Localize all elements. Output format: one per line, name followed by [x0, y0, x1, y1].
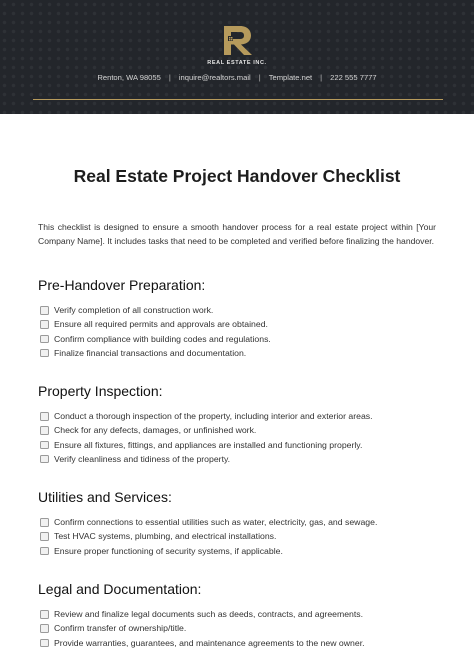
checklist	[38, 515, 438, 558]
checklist-item	[38, 544, 438, 558]
checkbox[interactable]	[40, 639, 49, 648]
separator: |	[258, 73, 261, 82]
checklist	[38, 409, 438, 466]
separator: |	[168, 73, 171, 82]
checkbox[interactable]	[40, 532, 49, 541]
header-divider	[33, 99, 443, 100]
item-text: Test HVAC systems, plumbing, and electrical installations.	[54, 531, 277, 542]
section-utilities	[38, 489, 438, 558]
brand-name: REAL ESTATE INC.	[207, 60, 267, 66]
section-heading: Property Inspection:	[38, 383, 163, 399]
item-text: Verify cleanliness and tidiness of the property.	[54, 453, 231, 464]
item-text: Finalize financial transactions and documentation.	[54, 347, 247, 358]
item-text: Review and finalize legal documents such as deeds, contracts, and agreements.	[54, 609, 364, 619]
section-heading: Legal and Documentation:	[38, 581, 202, 597]
section-heading: Pre-Handover Preparation:	[38, 277, 206, 293]
checkbox[interactable]	[40, 610, 49, 619]
checkbox[interactable]	[40, 412, 49, 421]
checklist-item	[38, 409, 438, 423]
checklist-item	[38, 332, 438, 346]
item-text: Check for any defects, damages, or unfinished work.	[54, 425, 257, 436]
checklist-item	[38, 636, 438, 650]
item-text: Confirm transfer of ownership/title.	[54, 623, 187, 634]
checklist-item	[38, 607, 438, 621]
section-property-inspection	[38, 383, 438, 466]
checkbox[interactable]	[40, 426, 49, 435]
company-logo	[220, 22, 256, 58]
item-text: Confirm compliance with building codes and regulations.	[54, 333, 271, 344]
checkbox[interactable]	[40, 441, 49, 450]
checklist-item	[38, 529, 438, 543]
item-text: Ensure all fixtures, fittings, and appliances are installed and functioning properly.	[54, 439, 363, 450]
checklist-item	[38, 317, 438, 331]
checkbox[interactable]	[40, 624, 49, 633]
intro-paragraph: This checklist is designed to ensure a smooth handover process for a real estate project within [Your Company Name]. It includes tasks that need to be completed and verified before finalizing the handover.	[38, 221, 436, 246]
section-pre-handover	[38, 277, 438, 360]
checklist-item	[38, 621, 438, 635]
checkbox[interactable]	[40, 349, 49, 358]
separator: |	[320, 73, 323, 82]
item-text: Conduct a thorough inspection of the property, including interior and exterior areas.	[54, 411, 373, 421]
item-text: Verify completion of all construction work.	[54, 305, 214, 315]
checklist	[38, 607, 438, 650]
item-text: Ensure proper functioning of security systems, if applicable.	[54, 545, 283, 556]
checkbox[interactable]	[40, 547, 49, 556]
checkbox[interactable]	[40, 320, 49, 329]
letterhead	[0, 0, 474, 114]
section-heading: Utilities and Services:	[38, 489, 172, 505]
checkbox[interactable]	[40, 455, 49, 464]
checklist-item	[38, 515, 438, 529]
checklist-item	[38, 452, 438, 466]
contact-line	[0, 73, 474, 82]
checklist-item	[38, 438, 438, 452]
checklist	[38, 303, 438, 360]
document-title: Real Estate Project Handover Checklist	[73, 166, 401, 186]
website-link[interactable]: Template.net	[268, 73, 313, 82]
checkbox[interactable]	[40, 306, 49, 315]
section-legal	[38, 581, 438, 650]
checklist-item	[38, 423, 438, 437]
item-text: Confirm connections to essential utilities such as water, electricity, gas, and sewage.	[54, 517, 378, 527]
checkbox[interactable]	[40, 335, 49, 344]
item-text: Provide warranties, guarantees, and maintenance agreements to the new owner.	[54, 637, 365, 648]
email-link[interactable]: inquire@realtors.mail	[178, 73, 251, 82]
phone-text: 222 555 7777	[330, 73, 377, 82]
address-text: Renton, WA 98055	[97, 73, 161, 82]
item-text: Ensure all required permits and approvals are obtained.	[54, 319, 268, 330]
checklist-item	[38, 303, 438, 317]
checkbox[interactable]	[40, 518, 49, 527]
checklist-item	[38, 346, 438, 360]
